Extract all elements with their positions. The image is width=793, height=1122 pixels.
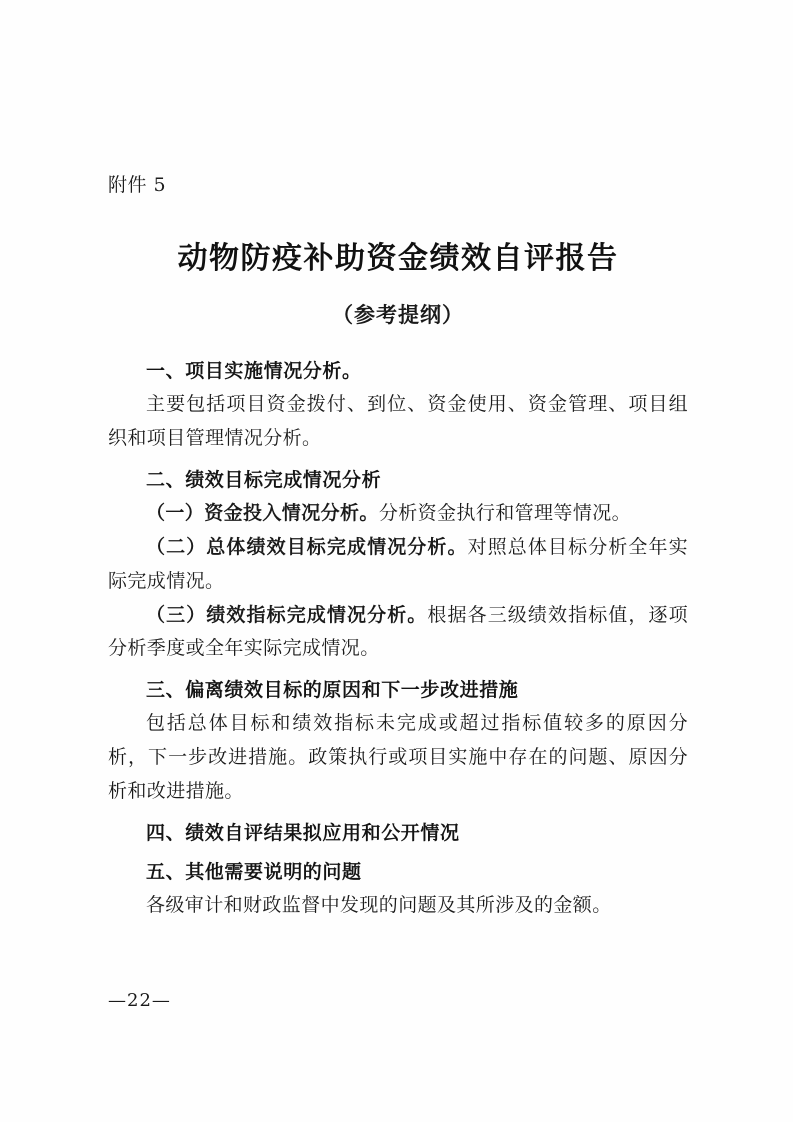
section-two-item-2-rest: 对照总体目标分析全年实际完成情况。 bbox=[108, 535, 688, 592]
section-one-heading: 一、项目实施情况分析。 bbox=[146, 360, 362, 382]
section-four bbox=[108, 817, 688, 850]
page-number: —22— bbox=[108, 990, 171, 1011]
section-two bbox=[108, 464, 688, 666]
section-two-item-2-lead: （二）总体绩效目标完成情况分析。 bbox=[146, 535, 468, 558]
section-two-item-1 bbox=[108, 497, 688, 531]
section-two-item-1-rest: 分析资金执行和管理等情况。 bbox=[378, 502, 632, 525]
attachment-label: 附件 5 bbox=[108, 174, 167, 196]
section-two-item-3-lead: （三）绩效指标完成情况分析。 bbox=[146, 603, 428, 626]
page-title: 动物防疫补助资金绩效自评报告 bbox=[177, 241, 619, 276]
section-four-heading: 四、绩效自评结果拟应用和公开情况 bbox=[146, 821, 460, 844]
section-three bbox=[108, 674, 688, 809]
section-two-item-2 bbox=[108, 531, 688, 599]
section-two-heading: 二、绩效目标完成情况分析 bbox=[146, 468, 382, 491]
section-three-paragraph: 包括总体目标和绩效指标未完成或超过指标值较多的原因分析，下一步改进措施。政策执行或项目实施中存在的问题、原因分析和改进措施。 bbox=[108, 712, 688, 803]
section-five-heading: 五、其他需要说明的问题 bbox=[146, 861, 362, 884]
section-two-item-1-lead: （一）资金投入情况分析。 bbox=[146, 502, 379, 525]
section-one-paragraph: 主要包括项目资金拨付、到位、资金使用、资金管理、项目组织和项目管理情况分析。 bbox=[108, 393, 688, 450]
section-two-item-3-rest: 根据各三级绩效指标值，逐项分析季度或全年实际完成情况。 bbox=[108, 603, 689, 660]
page-subtitle: （参考提纲） bbox=[332, 302, 464, 327]
section-one bbox=[108, 355, 688, 456]
document-body bbox=[108, 0, 688, 923]
section-five bbox=[108, 856, 688, 923]
section-five-paragraph: 各级审计和财政监督中发现的问题及其所涉及的金额。 bbox=[146, 894, 612, 917]
section-three-heading: 三、偏离绩效目标的原因和下一步改进措施 bbox=[146, 679, 519, 702]
section-two-item-3 bbox=[108, 599, 688, 667]
